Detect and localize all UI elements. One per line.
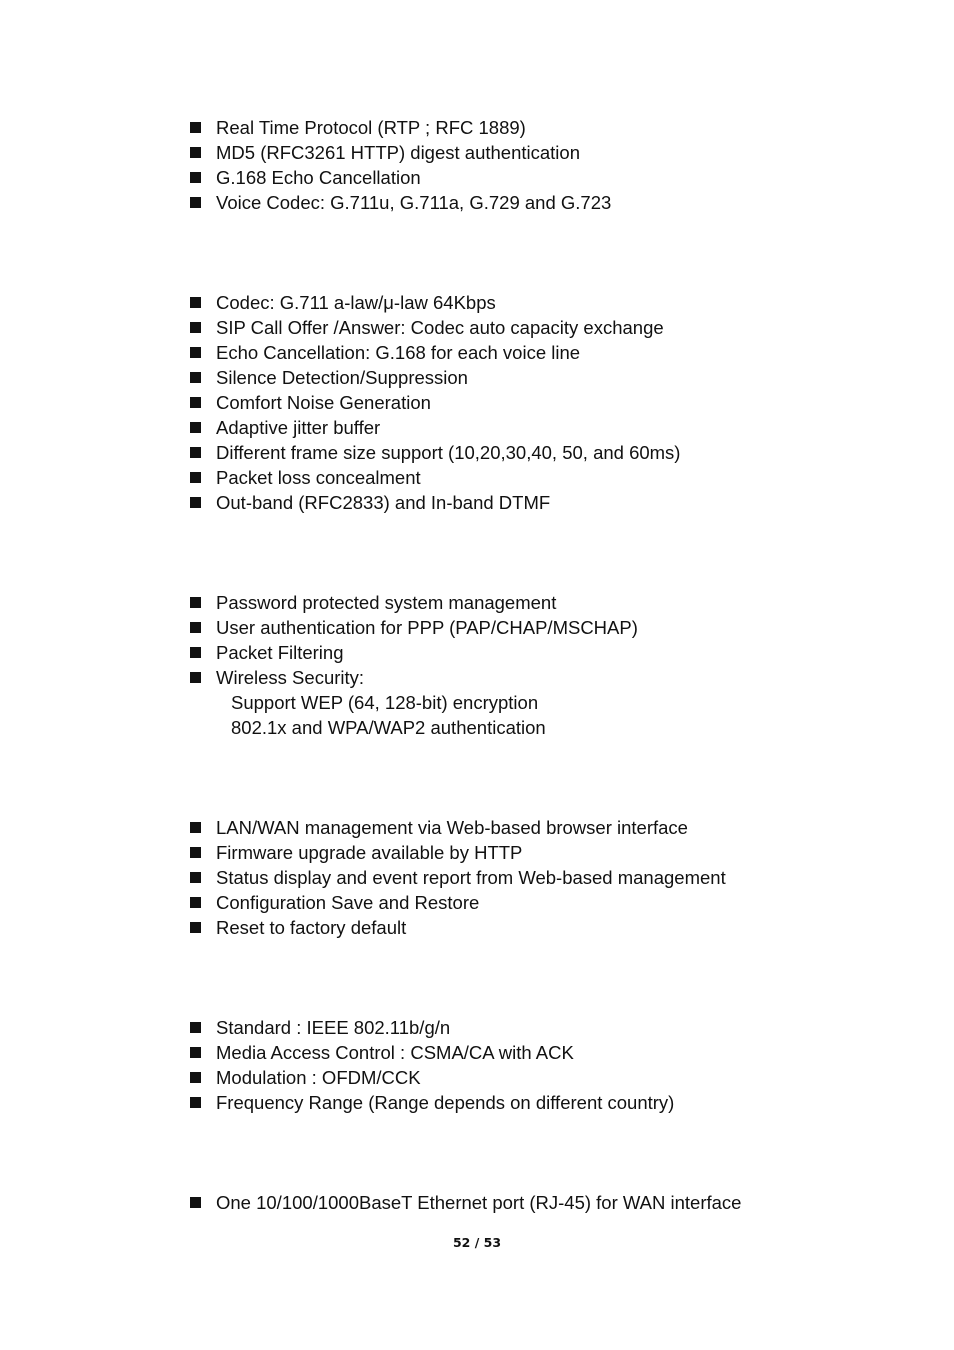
list-item: Firmware upgrade available by HTTP — [190, 840, 726, 865]
square-bullet-icon — [190, 672, 201, 683]
square-bullet-icon — [190, 497, 201, 508]
list-item: Adaptive jitter buffer — [190, 415, 680, 440]
square-bullet-icon — [190, 897, 201, 908]
square-bullet-icon — [190, 1197, 201, 1208]
list-item: Standard : IEEE 802.11b/g/n — [190, 1015, 674, 1040]
square-bullet-icon — [190, 822, 201, 833]
square-bullet-icon — [190, 397, 201, 408]
square-bullet-icon — [190, 1047, 201, 1058]
square-bullet-icon — [190, 122, 201, 133]
section-security — [190, 590, 638, 740]
list-item: Echo Cancellation: G.168 for each voice line — [190, 340, 680, 365]
square-bullet-icon — [190, 297, 201, 308]
section-protocols — [190, 115, 611, 215]
list-item: User authentication for PPP (PAP/CHAP/MSCHAP) — [190, 615, 638, 640]
list-item: Media Access Control : CSMA/CA with ACK — [190, 1040, 674, 1065]
square-bullet-icon — [190, 422, 201, 433]
list-item: SIP Call Offer /Answer: Codec auto capacity exchange — [190, 315, 680, 340]
list-item: Comfort Noise Generation — [190, 390, 680, 415]
square-bullet-icon — [190, 847, 201, 858]
list-item: Different frame size support (10,20,30,40, 50, and 60ms) — [190, 440, 680, 465]
square-bullet-icon — [190, 447, 201, 458]
square-bullet-icon — [190, 1097, 201, 1108]
list-item: Configuration Save and Restore — [190, 890, 726, 915]
list-item: Out-band (RFC2833) and In-band DTMF — [190, 490, 680, 515]
square-bullet-icon — [190, 147, 201, 158]
square-bullet-icon — [190, 347, 201, 358]
list-item: One 10/100/1000BaseT Ethernet port (RJ-45) for WAN interface — [190, 1190, 741, 1215]
list-item: Packet Filtering — [190, 640, 638, 665]
square-bullet-icon — [190, 872, 201, 883]
page-number: 52 / 53 — [452, 1235, 502, 1250]
list-item: Silence Detection/Suppression — [190, 365, 680, 390]
square-bullet-icon — [190, 372, 201, 383]
list-item: Packet loss concealment — [190, 465, 680, 490]
list-item: Frequency Range (Range depends on different country) — [190, 1090, 674, 1115]
square-bullet-icon — [190, 1022, 201, 1033]
square-bullet-icon — [190, 472, 201, 483]
section-voice — [190, 290, 680, 515]
list-item: Modulation : OFDM/CCK — [190, 1065, 674, 1090]
list-item: LAN/WAN management via Web-based browser interface — [190, 815, 726, 840]
list-item: Codec: G.711 a-law/μ-law 64Kbps — [190, 290, 680, 315]
sub-list-item: Support WEP (64, 128-bit) encryption — [231, 692, 539, 713]
list-item: Real Time Protocol (RTP ; RFC 1889) — [190, 115, 611, 140]
square-bullet-icon — [190, 197, 201, 208]
square-bullet-icon — [190, 647, 201, 658]
section-interfaces — [190, 1190, 741, 1215]
sub-list-item: 802.1x and WPA/WAP2 authentication — [231, 717, 546, 738]
list-item: Wireless Security: — [190, 665, 638, 690]
list-item: Status display and event report from Web-based management — [190, 865, 726, 890]
section-management — [190, 815, 726, 940]
square-bullet-icon — [190, 322, 201, 333]
list-item: MD5 (RFC3261 HTTP) digest authentication — [190, 140, 611, 165]
square-bullet-icon — [190, 622, 201, 633]
square-bullet-icon — [190, 172, 201, 183]
square-bullet-icon — [190, 597, 201, 608]
square-bullet-icon — [190, 1072, 201, 1083]
section-wireless — [190, 1015, 674, 1115]
list-item: Reset to factory default — [190, 915, 726, 940]
list-item: Voice Codec: G.711u, G.711a, G.729 and G.723 — [190, 190, 611, 215]
list-item: G.168 Echo Cancellation — [190, 165, 611, 190]
list-item: Password protected system management — [190, 590, 638, 615]
square-bullet-icon — [190, 922, 201, 933]
